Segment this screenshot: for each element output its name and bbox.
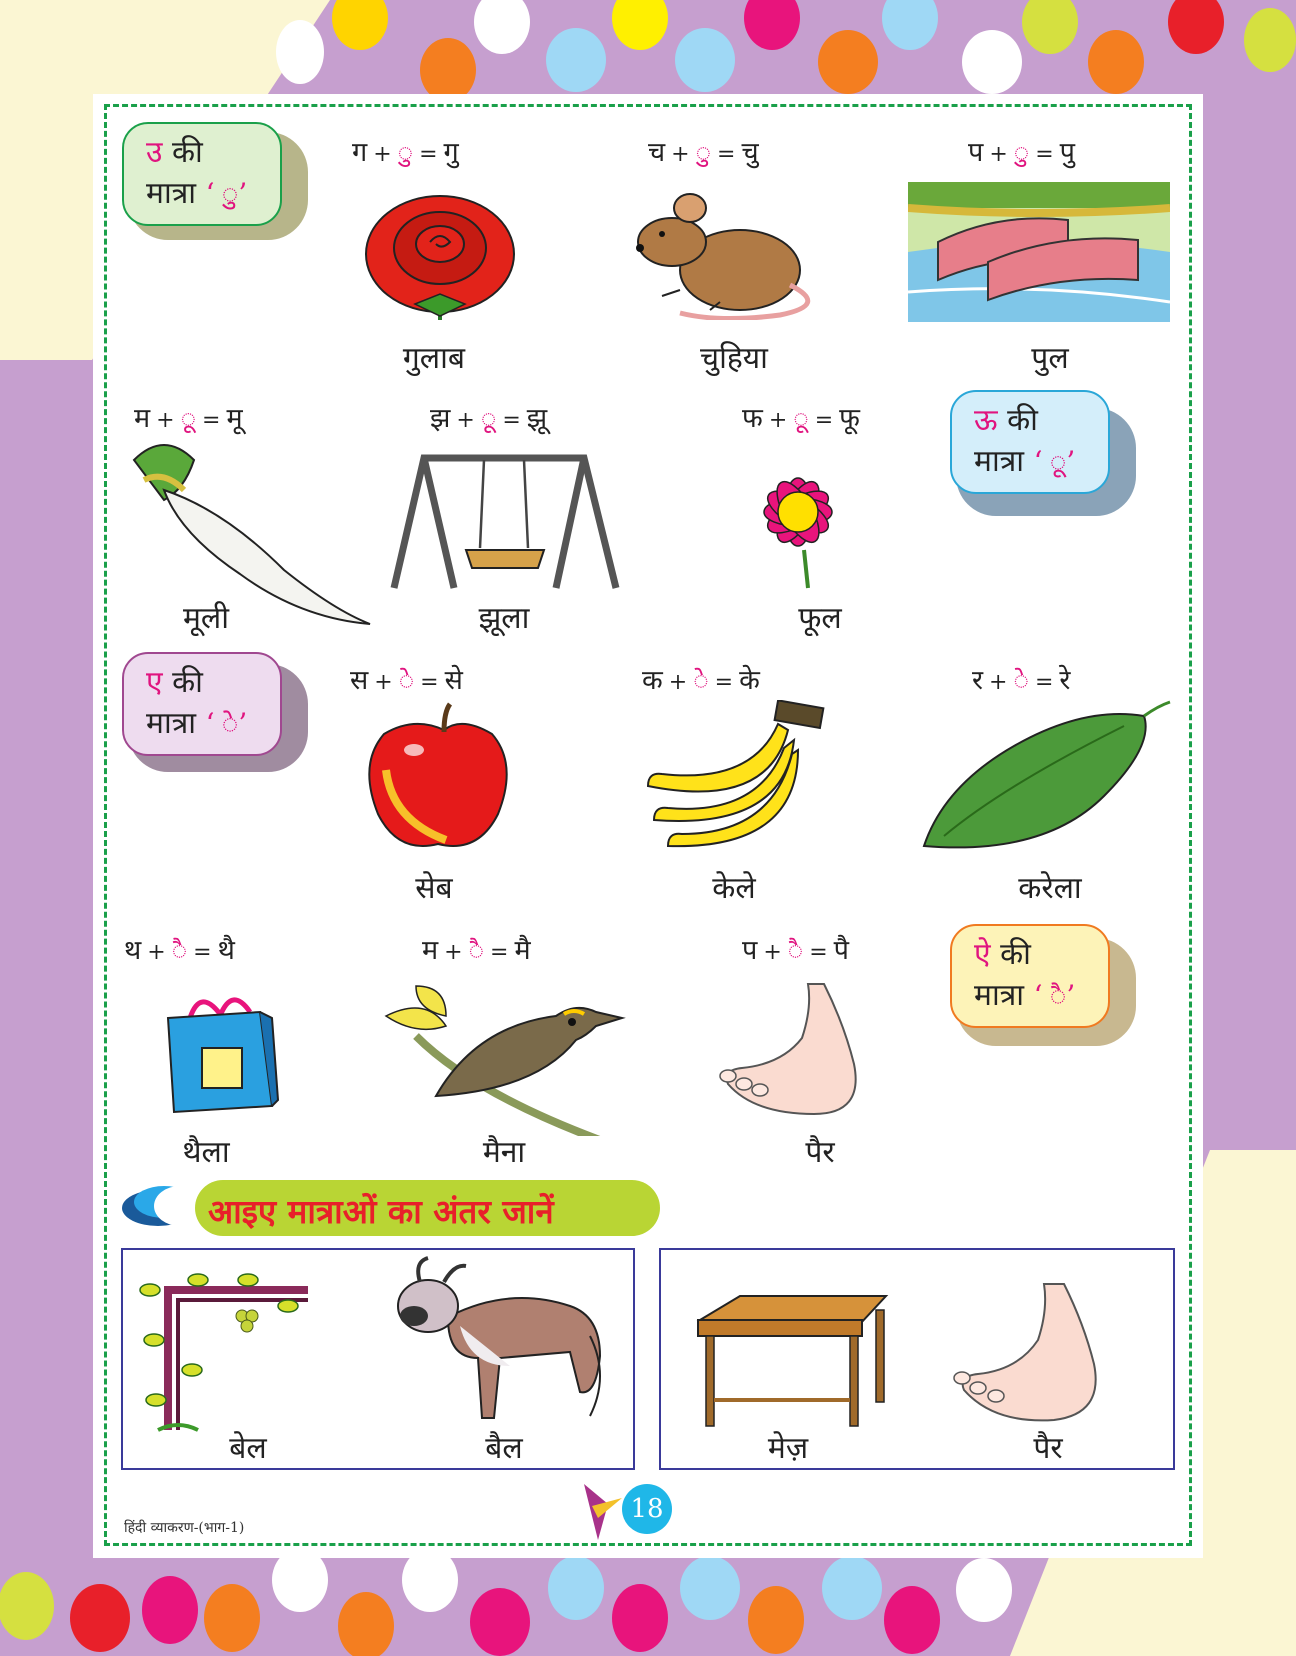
equals-sign: = [809,940,828,965]
equals-sign: = [420,670,439,695]
equals-sign: = [419,142,438,167]
equals-sign: = [202,408,221,433]
apple-icon [366,700,522,850]
consonant: क [642,665,663,696]
word-label: पुल [1031,341,1069,376]
word-label: करेला [1018,871,1082,906]
banana-icon [638,700,838,850]
consonant: म [134,403,151,434]
bridge-icon [908,182,1170,322]
matra-sign: ू [793,404,809,434]
matra-vowel: ऐ [974,937,991,972]
equation [134,398,243,435]
plus-sign: + [671,142,690,167]
banner-title: आइए मात्राओं का अंतर जानें [208,1192,554,1231]
result-syllable: चु [741,137,759,168]
consonant: फ [742,403,763,434]
equals-sign: = [1035,142,1054,167]
consonant: च [648,137,666,168]
matra-box-u [122,122,282,226]
foot-icon [948,1280,1120,1430]
result-syllable: रे [1059,665,1071,696]
consonant: स [350,665,369,696]
matra-mark: ‘ े’ [205,707,248,740]
matra-mark: ‘ ु’ [205,177,248,210]
matra-word: मात्रा [974,978,1025,1013]
book-title: हिंदी व्याकरण-(भाग-1) [124,1520,245,1536]
plus-sign: + [763,940,782,965]
plus-sign: + [444,940,463,965]
matra-sign: ू [180,404,197,434]
result-syllable: गु [443,137,459,168]
star-icon [578,1478,628,1542]
plus-sign: + [374,670,393,695]
consonant: म [422,935,439,966]
word-label: मैना [482,1135,526,1170]
matra-vowel: उ [146,135,163,170]
equation [968,132,1075,169]
bottom-dots [0,1548,1012,1656]
bag-icon [160,988,280,1116]
word-label: पैर [805,1135,835,1170]
consonant: थ [124,935,142,966]
result-syllable: मू [226,403,243,434]
matra-box-uu [950,390,1110,494]
equation [124,930,235,967]
matra-ki: की [1007,403,1038,438]
equation [972,660,1070,697]
result-syllable: फू [839,403,860,434]
word-label: फूल [798,601,842,636]
vine-icon [138,1270,313,1440]
matra-sign: े [693,666,709,696]
equation [352,132,459,169]
matra-mark: ‘ ै’ [1033,979,1076,1012]
matra-sign: ू [480,404,497,434]
result-syllable: मै [514,935,531,966]
ox-icon [390,1256,620,1426]
equation [350,660,463,697]
equals-sign: = [193,940,212,965]
matra-box-e [122,652,282,756]
plus-sign: + [668,670,688,695]
consonant: प [968,137,984,168]
equals-sign: = [490,940,509,965]
matra-sign: ै [468,936,485,966]
result-syllable: पै [833,935,850,966]
equals-sign: = [717,142,736,167]
word-label: मूली [182,601,230,636]
matra-sign: ै [787,936,804,966]
consonant: ग [352,137,368,168]
plus-sign: + [989,670,1008,695]
matra-vowel: ए [146,665,163,700]
matra-sign: ु [695,138,712,168]
result-syllable: पु [1059,137,1076,168]
matra-sign: ु [1013,138,1030,168]
matra-word: मात्रा [974,444,1025,479]
equation [742,930,849,967]
matra-word: मात्रा [146,706,197,741]
plus-sign: + [147,940,166,965]
word-label: बैल [485,1431,523,1466]
rose-icon [360,192,520,322]
plus-sign: + [456,408,475,433]
matra-sign: े [398,666,415,696]
matra-ki: की [172,135,203,170]
equals-sign: = [814,408,834,433]
matra-box-ai [950,924,1110,1028]
equation [642,660,760,697]
equation [430,398,547,435]
matra-vowel: ऊ [974,403,998,438]
result-syllable: से [444,665,463,696]
mouse-icon [620,190,830,320]
page-number: 18 [622,1484,672,1534]
matra-ki: की [1000,937,1031,972]
consonant: झ [430,403,451,434]
flower-icon [724,450,874,590]
matra-ki: की [172,665,203,700]
word-label: बेल [229,1431,267,1466]
result-syllable: थै [217,935,235,966]
word-label: सेब [415,871,453,906]
equals-sign: = [1034,670,1054,695]
consonant: र [972,665,984,696]
result-syllable: के [739,665,760,696]
swing-icon [384,452,624,596]
word-label: झूला [478,601,530,636]
foot-icon [714,980,884,1120]
consonant: प [742,935,758,966]
bitter-gourd-icon [914,696,1174,856]
plus-sign: + [989,142,1008,167]
myna-bird-icon [376,976,626,1136]
table-icon [690,1290,890,1430]
matra-word: मात्रा [146,176,197,211]
word-label: केले [712,871,756,906]
word-label: थैला [182,1135,230,1170]
equation [422,930,531,967]
matra-sign: ु [397,138,414,168]
equation [742,398,860,435]
equation [648,132,759,169]
plus-sign: + [373,142,392,167]
result-syllable: झू [526,403,548,434]
word-label: चुहिया [700,341,768,376]
word-label: पैर [1033,1431,1063,1466]
word-label: मेज़ [767,1431,809,1466]
matra-sign: ै [171,936,188,966]
top-dots [276,0,1296,102]
equals-sign: = [502,408,521,433]
plus-sign: + [156,408,175,433]
matra-sign: े [1013,666,1029,696]
equals-sign: = [714,670,734,695]
plus-sign: + [768,408,788,433]
matra-mark: ‘ ू’ [1033,445,1076,478]
word-label: गुलाब [402,341,466,376]
